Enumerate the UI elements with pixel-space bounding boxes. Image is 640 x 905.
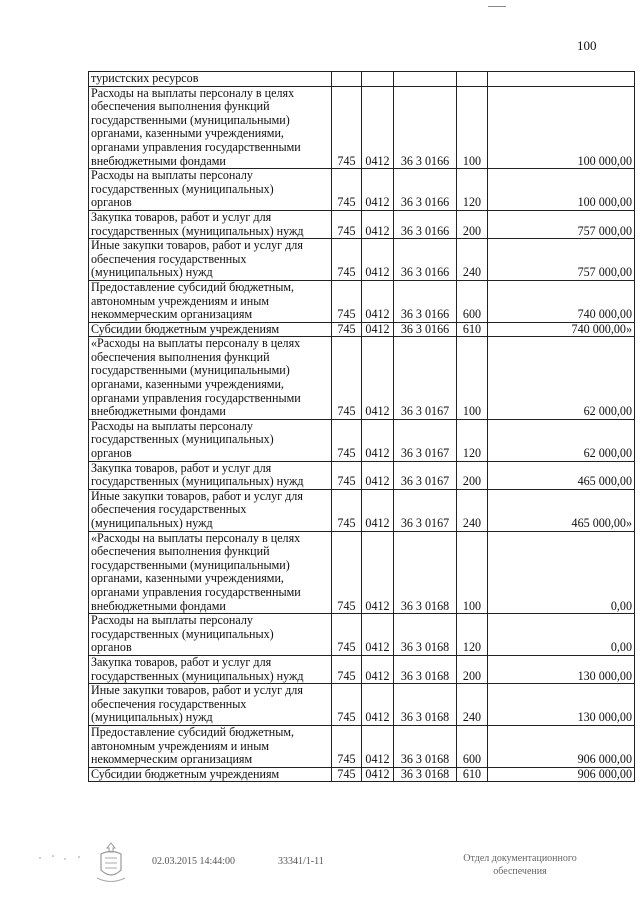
ministry-code: 745 (332, 322, 362, 337)
expense-name-line: Предоставление субсидий бюджетным, (91, 279, 295, 294)
section-code: 0412 (362, 531, 394, 614)
ministry-code: 745 (332, 725, 362, 767)
table-row (89, 169, 635, 211)
table-row (89, 86, 635, 169)
amount: 740 000,00» (488, 322, 635, 337)
footer-department (450, 852, 590, 878)
expense-name-line: государственными (муниципальными) (91, 557, 290, 572)
table-row (89, 725, 635, 767)
amount: 906 000,00 (488, 767, 635, 782)
amount: 100 000,00 (488, 169, 635, 211)
expense-name-line: органов (91, 195, 132, 210)
target-article-code: 36 3 0168 (394, 684, 457, 726)
expense-name-line: автономным учреждениям и иным (91, 738, 269, 753)
table-row (89, 210, 635, 238)
target-article-code: 36 3 0167 (394, 419, 457, 461)
expense-name-line: Расходы на выплаты персоналу (91, 613, 253, 628)
expense-name-line: органами управления государственными (91, 139, 301, 154)
amount: 100 000,00 (488, 86, 635, 169)
ministry-code: 745 (332, 86, 362, 169)
emblem-stamp-icon (92, 840, 130, 886)
ministry-code: 745 (332, 614, 362, 656)
section-code: 0412 (362, 210, 394, 238)
ministry-code: 745 (332, 239, 362, 281)
expense-type-code: 600 (457, 280, 488, 322)
ministry-code: 745 (332, 489, 362, 531)
expense-name-line: государственных (муниципальных) нужд (91, 223, 304, 238)
ministry-code: 745 (332, 655, 362, 683)
expense-name-line: Закупка товаров, работ и услуг для (91, 209, 272, 224)
expense-name (89, 614, 332, 656)
target-article-code: 36 3 0167 (394, 461, 457, 489)
amount: 465 000,00» (488, 489, 635, 531)
expense-name-line: Закупка товаров, работ и услуг для (91, 654, 272, 669)
target-article-code: 36 3 0168 (394, 725, 457, 767)
table-row (89, 655, 635, 683)
page-number: 100 (577, 38, 597, 53)
expense-name-line: органами, казенными учреждениями, (91, 377, 284, 392)
target-article-code (394, 72, 457, 87)
expense-name-line: (муниципальных) нужд (91, 265, 213, 280)
expense-type-code: 240 (457, 684, 488, 726)
section-code: 0412 (362, 725, 394, 767)
target-article-code: 36 3 0166 (394, 210, 457, 238)
expense-name-line: государственных (муниципальных) нужд (91, 668, 304, 683)
expense-type-code: 600 (457, 725, 488, 767)
target-article-code: 36 3 0168 (394, 767, 457, 782)
target-article-code: 36 3 0166 (394, 322, 457, 337)
expense-name-line: (муниципальных) нужд (91, 516, 213, 530)
section-code: 0412 (362, 169, 394, 211)
expense-name-line: органов (91, 446, 132, 461)
ministry-code: 745 (332, 337, 362, 420)
expense-name-line: государственных (муниципальных) (91, 432, 274, 447)
target-article-code: 36 3 0168 (394, 655, 457, 683)
expense-name-line: органами управления государственными (91, 390, 301, 405)
expense-name (89, 461, 332, 489)
target-article-code: 36 3 0168 (394, 531, 457, 614)
expense-name-line: Субсидии бюджетным учреждениям (91, 321, 280, 336)
expense-name-line: обеспечения выполнения функций (91, 544, 270, 559)
expense-name-line: внебюджетными фондами (91, 404, 226, 419)
expense-name (89, 684, 332, 726)
expense-type-code: 200 (457, 210, 488, 238)
section-code (362, 72, 394, 87)
expense-name (89, 210, 332, 238)
section-code: 0412 (362, 655, 394, 683)
expense-name-line: внебюджетными фондами (91, 153, 226, 168)
table-row (89, 337, 635, 420)
expense-type-code: 100 (457, 531, 488, 614)
target-article-code: 36 3 0167 (394, 337, 457, 420)
expense-name-line: государственных (муниципальных) (91, 181, 274, 196)
budget-table (88, 71, 635, 782)
expense-name-line: Иные закупки товаров, работ и услуг для (91, 488, 303, 503)
expense-name (89, 655, 332, 683)
expense-name (89, 489, 332, 531)
table-row (89, 419, 635, 461)
expense-name-line: автономным учреждениям и иным (91, 293, 269, 308)
expense-type-code: 200 (457, 655, 488, 683)
expense-name (89, 322, 332, 337)
expense-name-line: Иные закупки товаров, работ и услуг для (91, 238, 303, 253)
expense-name-line: обеспечения выполнения функций (91, 99, 270, 114)
expense-type-code: 610 (457, 767, 488, 782)
expense-name-line: Предоставление субсидий бюджетным, (91, 724, 295, 739)
table-row (89, 614, 635, 656)
expense-name (89, 169, 332, 211)
expense-name-line: «Расходы на выплаты персоналу в целях (91, 336, 301, 351)
footer-dept-line: Отдел документационного (463, 853, 577, 864)
expense-type-code: 120 (457, 614, 488, 656)
footer-dept-line: обеспечения (493, 866, 547, 877)
table-row (89, 322, 635, 337)
expense-type-code: 120 (457, 169, 488, 211)
ministry-code: 745 (332, 419, 362, 461)
expense-name-line: Иные закупки товаров, работ и услуг для (91, 683, 303, 698)
expense-name-line: обеспечения государственных (91, 251, 247, 266)
expense-type-code: 100 (457, 337, 488, 420)
ministry-code: 745 (332, 531, 362, 614)
ministry-code: 745 (332, 684, 362, 726)
amount: 130 000,00 (488, 684, 635, 726)
section-code: 0412 (362, 419, 394, 461)
expense-type-code: 120 (457, 419, 488, 461)
section-code: 0412 (362, 239, 394, 281)
expense-name-line: Субсидии бюджетным учреждениям (91, 766, 280, 781)
expense-name-line: государственных (муниципальных) (91, 626, 274, 641)
section-code: 0412 (362, 684, 394, 726)
ministry-code (332, 72, 362, 87)
target-article-code: 36 3 0166 (394, 86, 457, 169)
table-row (89, 239, 635, 281)
section-code: 0412 (362, 337, 394, 420)
table-row (89, 767, 635, 782)
table-row (89, 461, 635, 489)
section-code: 0412 (362, 280, 394, 322)
amount: 906 000,00 (488, 725, 635, 767)
expense-name-line: некоммерческим организациям (91, 307, 253, 322)
expense-name (89, 239, 332, 281)
expense-name (89, 280, 332, 322)
expense-type-code (457, 72, 488, 87)
expense-name-line: Закупка товаров, работ и услуг для (91, 460, 272, 475)
target-article-code: 36 3 0166 (394, 280, 457, 322)
expense-name-line: государственными (муниципальными) (91, 112, 290, 127)
table-row (89, 684, 635, 726)
section-code: 0412 (362, 489, 394, 531)
expense-name-line: обеспечения государственных (91, 502, 247, 517)
expense-type-code: 240 (457, 239, 488, 281)
ministry-code: 745 (332, 461, 362, 489)
expense-name-line: обеспечения государственных (91, 696, 247, 711)
ministry-code: 745 (332, 169, 362, 211)
expense-name-line: органами, казенными учреждениями, (91, 126, 284, 141)
section-code: 0412 (362, 322, 394, 337)
ministry-code: 745 (332, 210, 362, 238)
amount: 130 000,00 (488, 655, 635, 683)
expense-name-line: Расходы на выплаты персоналу (91, 418, 253, 433)
scan-mark (488, 6, 506, 7)
expense-name-line: органами управления государственными (91, 584, 301, 599)
target-article-code: 36 3 0168 (394, 614, 457, 656)
ministry-code: 745 (332, 280, 362, 322)
expense-name-line: обеспечения выполнения функций (91, 349, 270, 364)
expense-name-line: государственных (муниципальных) нужд (91, 474, 304, 489)
footer-doc-number: 33341/1-11 (278, 856, 324, 867)
table-row (89, 489, 635, 531)
amount: 62 000,00 (488, 419, 635, 461)
expense-name (89, 725, 332, 767)
target-article-code: 36 3 0166 (394, 169, 457, 211)
budget-table-body (89, 72, 635, 782)
expense-name (89, 419, 332, 461)
expense-name (89, 72, 332, 87)
expense-name-line: государственными (муниципальными) (91, 363, 290, 378)
section-code: 0412 (362, 86, 394, 169)
expense-type-code: 200 (457, 461, 488, 489)
target-article-code: 36 3 0166 (394, 239, 457, 281)
amount: 757 000,00 (488, 210, 635, 238)
expense-name-line: (муниципальных) нужд (91, 710, 213, 725)
table-row (89, 72, 635, 87)
expense-type-code: 610 (457, 322, 488, 337)
expense-name-line: органов (91, 640, 132, 655)
amount: 62 000,00 (488, 337, 635, 420)
expense-name (89, 767, 332, 782)
ministry-code: 745 (332, 767, 362, 782)
amount: 757 000,00 (488, 239, 635, 281)
expense-name (89, 531, 332, 614)
expense-name (89, 86, 332, 169)
section-code: 0412 (362, 614, 394, 656)
expense-name-line: внебюджетными фондами (91, 598, 226, 613)
expense-name-line: Расходы на выплаты персоналу в целях (91, 85, 295, 100)
section-code: 0412 (362, 461, 394, 489)
expense-type-code: 100 (457, 86, 488, 169)
section-code: 0412 (362, 767, 394, 782)
amount: 0,00 (488, 531, 635, 614)
amount: 465 000,00 (488, 461, 635, 489)
amount: 740 000,00 (488, 280, 635, 322)
expense-name (89, 337, 332, 420)
expense-name-line: Расходы на выплаты персоналу (91, 168, 253, 183)
expense-type-code: 240 (457, 489, 488, 531)
expense-name-line: туристских ресурсов (91, 71, 199, 85)
scan-marks (35, 852, 95, 864)
expense-name-line: органами, казенными учреждениями, (91, 571, 284, 586)
table-row (89, 280, 635, 322)
footer-date: 02.03.2015 14:44:00 (152, 856, 236, 867)
table-row (89, 531, 635, 614)
expense-name-line: «Расходы на выплаты персоналу в целях (91, 530, 301, 545)
expense-name-line: некоммерческим организациям (91, 752, 253, 767)
amount (488, 72, 635, 87)
amount: 0,00 (488, 614, 635, 656)
target-article-code: 36 3 0167 (394, 489, 457, 531)
